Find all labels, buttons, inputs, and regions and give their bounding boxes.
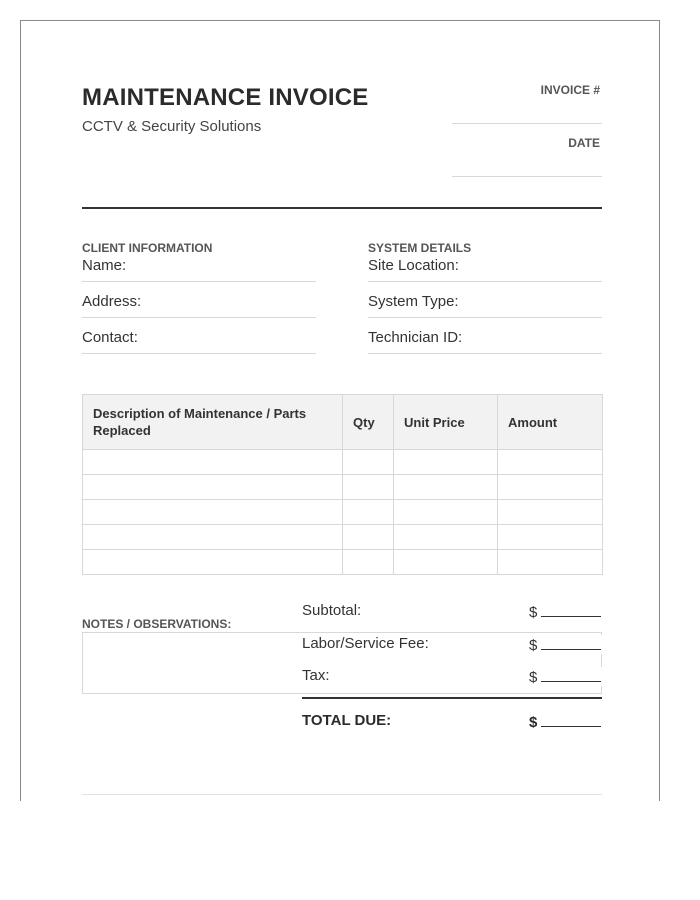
tax-blank <box>541 667 601 682</box>
column-header-qty: Qty <box>343 395 394 450</box>
invoice-number-field[interactable] <box>452 123 602 124</box>
subtotal-label: Subtotal: <box>302 602 365 619</box>
system-type-label: System Type: <box>368 293 459 310</box>
unit-price-cell[interactable] <box>394 500 498 525</box>
date-label: DATE <box>568 136 600 150</box>
table-row <box>83 450 603 475</box>
labor-fee-blank <box>541 635 601 650</box>
client-contact-field[interactable] <box>82 329 316 354</box>
table-row <box>83 525 603 550</box>
amount-cell[interactable] <box>498 525 603 550</box>
qty-cell[interactable] <box>343 475 394 500</box>
invoice-subtitle: CCTV & Security Solutions <box>82 118 262 135</box>
column-header-description: Description of Maintenance / Parts Replaced <box>83 395 343 450</box>
total-due-field[interactable] <box>529 712 602 731</box>
client-info-heading: CLIENT INFORMATION <box>82 241 213 255</box>
table-row <box>83 550 603 575</box>
currency-symbol: $ <box>529 714 538 731</box>
invoice-page <box>20 20 660 801</box>
qty-cell[interactable] <box>343 500 394 525</box>
system-type-field[interactable] <box>368 293 602 318</box>
header-divider <box>82 207 602 209</box>
unit-price-cell[interactable] <box>394 550 498 575</box>
amount-cell[interactable] <box>498 500 603 525</box>
currency-symbol: $ <box>529 669 538 686</box>
labor-fee-label: Labor/Service Fee: <box>302 635 433 652</box>
technician-id-field[interactable] <box>368 329 602 354</box>
qty-cell[interactable] <box>343 550 394 575</box>
client-name-field[interactable] <box>82 257 316 282</box>
qty-cell[interactable] <box>343 525 394 550</box>
table-header-row <box>83 395 603 450</box>
footer-divider <box>82 794 602 795</box>
total-due-blank <box>541 712 601 727</box>
site-location-label: Site Location: <box>368 257 459 274</box>
date-field[interactable] <box>452 176 602 177</box>
unit-price-cell[interactable] <box>394 450 498 475</box>
subtotal-blank <box>541 602 601 617</box>
total-due-label: TOTAL DUE: <box>302 712 395 729</box>
description-cell[interactable] <box>83 450 343 475</box>
subtotal-field[interactable] <box>529 602 602 621</box>
system-details-heading: SYSTEM DETAILS <box>368 241 472 255</box>
unit-price-cell[interactable] <box>394 475 498 500</box>
table-row <box>83 500 603 525</box>
column-header-amount: Amount <box>498 395 603 450</box>
client-address-label: Address: <box>82 293 142 310</box>
description-cell[interactable] <box>83 500 343 525</box>
total-divider <box>302 697 602 699</box>
notes-label: NOTES / OBSERVATIONS: <box>82 617 232 631</box>
client-name-label: Name: <box>82 257 127 274</box>
tax-field[interactable] <box>529 667 602 686</box>
maintenance-items-table <box>82 394 603 575</box>
client-address-field[interactable] <box>82 293 316 318</box>
tax-label: Tax: <box>302 667 334 684</box>
client-contact-label: Contact: <box>82 329 138 346</box>
currency-symbol: $ <box>529 604 538 621</box>
column-header-unit-price: Unit Price <box>394 395 498 450</box>
site-location-field[interactable] <box>368 257 602 282</box>
table-row <box>83 475 603 500</box>
qty-cell[interactable] <box>343 450 394 475</box>
currency-symbol: $ <box>529 637 538 654</box>
invoice-number-label: INVOICE # <box>540 83 600 97</box>
description-cell[interactable] <box>83 550 343 575</box>
invoice-title: MAINTENANCE INVOICE <box>82 84 369 111</box>
description-cell[interactable] <box>83 525 343 550</box>
amount-cell[interactable] <box>498 450 603 475</box>
unit-price-cell[interactable] <box>394 525 498 550</box>
amount-cell[interactable] <box>498 550 603 575</box>
labor-fee-field[interactable] <box>529 635 602 654</box>
description-cell[interactable] <box>83 475 343 500</box>
amount-cell[interactable] <box>498 475 603 500</box>
technician-id-label: Technician ID: <box>368 329 463 346</box>
